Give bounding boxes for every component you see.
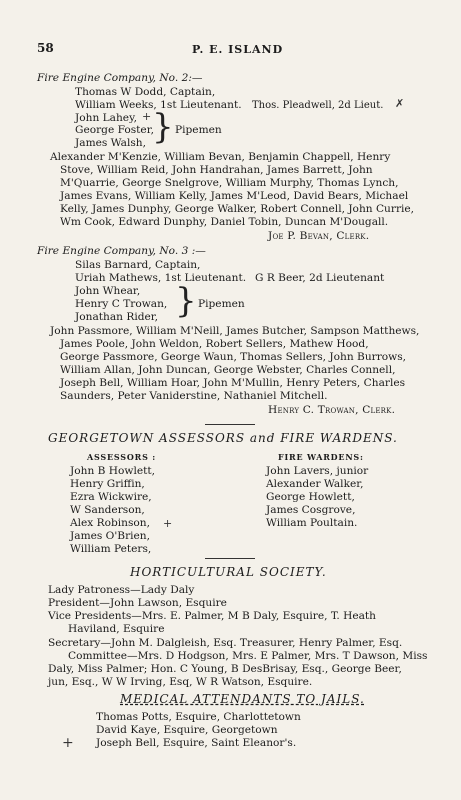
horticultural-line: Lady Patroness—Lady Daly [48,584,195,596]
company3-members-line: John Passmore, William M'Neill, James Butcher, Sampson Matthews, [50,325,420,337]
company3-captain: Silas Barnard, Captain, [75,259,201,271]
wardens-label: FIRE WARDENS: [278,452,364,462]
horticultural-line: Secretary—John M. Dalgleish, Esq. Treasurer, Henry Palmer, Esq. [48,637,403,649]
company2-members-line: Stove, William Reid, John Handrahan, James Barrett, John [60,164,373,176]
company3-pipeman-2: Henry C Trowan, [75,298,168,310]
horticultural-heading: HORTICULTURAL SOCIETY. [130,565,327,579]
assessor: James O'Brien, [70,530,150,542]
company2-lt1: William Weeks, 1st Lieutenant. [75,99,242,111]
company3-members-line: Joseph Bell, William Hoar, John M'Mullin, Henry Peters, Charles [60,377,406,389]
company3-members-line: James Poole, John Weldon, Robert Sellers, Mathew Hood, [60,338,369,350]
assessor: William Peters, [70,543,152,555]
section-rule [205,558,255,559]
company2-members-line: Kelly, James Dunphy, George Walker, Robert Connell, John Currie, [60,203,415,215]
warden: Alexander Walker, [266,478,364,490]
company2-members-line: James Evans, William Kelly, James M'Leod, David Bears, Michael [60,190,409,202]
warden: William Poultain. [266,517,358,529]
ink-mark: + [142,110,152,123]
warden: George Howlett, [266,491,355,503]
company3-pipemen-label: Pipemen [198,298,245,310]
company2-members-line: M'Quarrie, George Snelgrove, William Murphy, Thomas Lynch, [60,177,399,189]
assessor: W Sanderson, [70,504,145,516]
brace: } [152,107,174,147]
company3-members-line: George Passmore, George Waun, Thomas Sellers, John Burrows, [60,351,407,363]
horticultural-line: jun, Esq., W W Irving, Esq, W R Watson, Esquire. [48,676,313,688]
horticultural-line: Committee—Mrs. D Hodgson, Mrs. E Palmer, Mrs. T Dawson, Miss [68,650,428,662]
medical-heading: MEDICAL ATTENDANTS TO JAILS. [120,692,365,706]
assessor: Henry Griffin, [70,478,145,490]
horticultural-line: Haviland, Esquire [68,623,165,635]
assessor: Ezra Wickwire, [70,491,152,503]
company2-heading: Fire Engine Company, No. 2:— [37,72,203,84]
company3-pipeman-1: John Whear, [75,285,141,297]
assessors-label: ASSESSORS : [87,452,156,462]
company3-lt2: G R Beer, 2d Lieutenant [255,272,385,284]
company2-members-line: Alexander M'Kenzie, William Bevan, Benjamin Chappell, Henry [50,151,391,163]
company3-lt1: Uriah Mathews, 1st Lieutenant. [75,272,247,284]
assessor: Alex Robinson, [70,517,151,529]
company2-clerk: Joe P. Bevan, Clerk. [268,230,370,242]
company2-pipeman-1: John Lahey, [75,112,138,124]
section-rule [205,424,255,425]
medical-line: David Kaye, Esquire, Georgetown [96,724,278,736]
running-head: P. E. ISLAND [192,43,284,56]
horticultural-line: Daly, Miss Palmer; Hon. C Young, B DesBrisay, Esq., George Beer, [48,663,402,675]
company3-members-line: Saunders, Peter Vaniderstine, Nathaniel Mitchell. [60,390,328,402]
company3-heading: Fire Engine Company, No. 3 :— [37,245,206,257]
company2-pipemen-label: Pipemen [175,124,222,136]
brace: } [175,281,197,321]
company3-members-line: William Allan, John Duncan, George Webster, Charles Connell, [60,364,396,376]
ink-mark: + [62,735,74,751]
horticultural-line: Vice Presidents—Mrs. E. Palmer, M B Daly, Esquire, T. Heath [48,610,376,622]
assessor: John B Howlett, [70,465,156,477]
company2-members-line: Wm Cook, Edward Dunphy, Daniel Tobin, Duncan M'Dougall. [60,216,389,228]
horticultural-line: President—John Lawson, Esquire [48,597,227,609]
ink-mark: ✗ [395,97,405,110]
company2-lt2: Thos. Pleadwell, 2d Lieut. [252,100,384,111]
company2-captain: Thomas W Dodd, Captain, [75,86,216,98]
medical-line: Joseph Bell, Esquire, Saint Eleanor's. [96,737,297,749]
company3-pipeman-3: Jonathan Rider, [75,311,159,323]
company2-pipeman-2: George Foster, [75,124,154,136]
page-number: 58 [37,41,54,55]
warden: James Cosgrove, [266,504,356,516]
georgetown-heading: GEORGETOWN ASSESSORS and FIRE WARDENS. [48,431,398,445]
medical-line: Thomas Potts, Esquire, Charlottetown [96,711,301,723]
company3-clerk: Henry C. Trowan, Clerk. [268,404,396,416]
company2-pipeman-3: James Walsh, [75,137,146,149]
warden: John Lavers, junior [266,465,369,477]
ink-mark: + [163,517,173,530]
